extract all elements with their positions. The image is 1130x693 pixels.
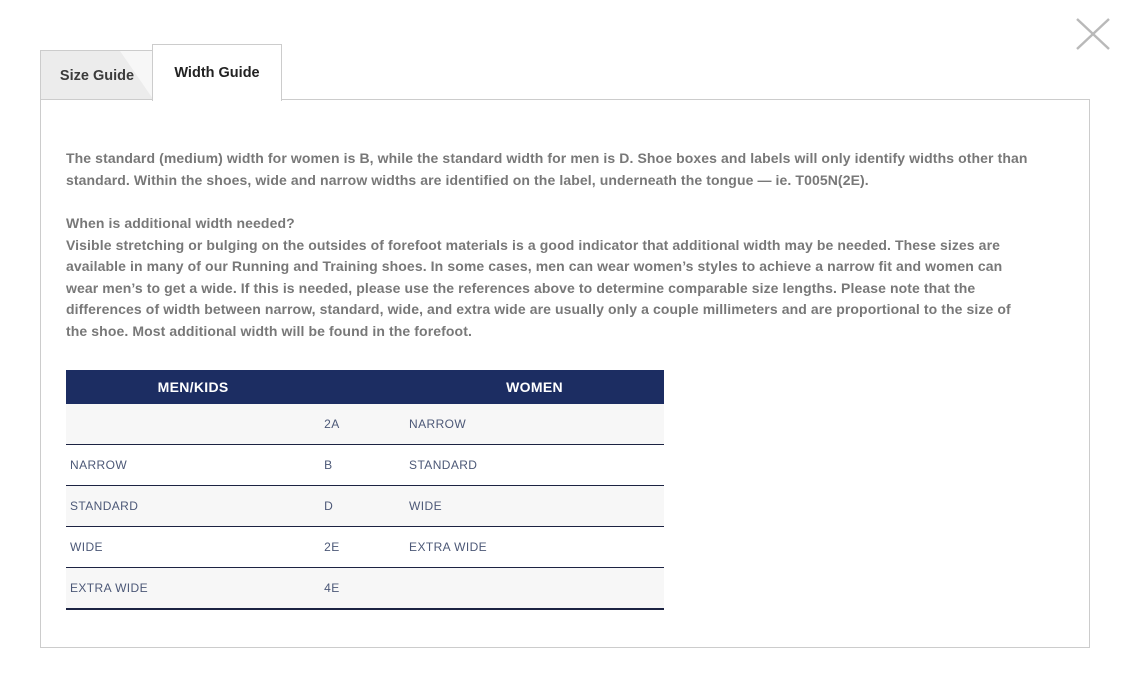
width-explanation-paragraph: Visible stretching or bulging on the outsides of forefoot materials is a good indicator that additional width may be needed. These sizes are available in many of our Running and Training shoes. In some cases, men can wear women’s styles to achieve a narrow fit and women can wear men’s to get a wide. If this is needed, please use the references above to determine comparable size lengths. Please note that the differences of width between narrow, standard, wide, and extra wide are usually only a couple millimeters and are proportional to the size of the shoe. Most additional width will be found in the forefoot. [66,236,1011,339]
column-header-women: WOMEN [405,370,664,404]
width-intro-paragraph: The standard (medium) width for women is B, while the standard width for men is D. Shoe boxes and labels will only identify widths other than standard. Within the shoes, wide and narrow widths are identified on the label, underneath the tongue — ie. T005N(2E). [66,150,1028,188]
cell-women: STANDARD [409,458,478,472]
cell-women: NARROW [409,417,467,431]
tab-width-guide[interactable] [152,44,282,101]
cell-code: D [324,499,334,513]
width-comparison-table [66,370,664,610]
close-x-glyph [1075,17,1111,51]
table-row [66,486,664,527]
cell-men-kids [66,404,320,445]
tab-size-guide-label: Size Guide [59,67,135,84]
cell-women [405,568,664,610]
cell-code: 2A [324,417,340,431]
cell-men-kids: STANDARD [70,499,139,513]
table-row [66,527,664,568]
table-row [66,568,664,610]
tab-size-guide[interactable] [40,50,154,100]
cell-code: B [324,458,333,472]
width-explanation-block [66,213,1036,342]
close-icon[interactable] [1072,14,1114,56]
cell-women: EXTRA WIDE [409,540,488,554]
table-header-row [66,370,664,404]
tab-width-guide-label: Width Guide [174,65,260,81]
cell-women: WIDE [409,499,442,513]
table-row [66,404,664,445]
cell-men-kids: EXTRA WIDE [70,581,149,595]
column-header-men-kids: MEN/KIDS [66,370,320,404]
table-row [66,445,664,486]
cell-men-kids: WIDE [70,540,103,554]
cell-code: 2E [324,540,340,554]
column-header-code [320,370,405,404]
cell-men-kids: NARROW [70,458,128,472]
cell-code: 4E [324,581,340,595]
width-guide-panel [40,99,1090,648]
width-question-line: When is additional width needed? [66,215,295,231]
